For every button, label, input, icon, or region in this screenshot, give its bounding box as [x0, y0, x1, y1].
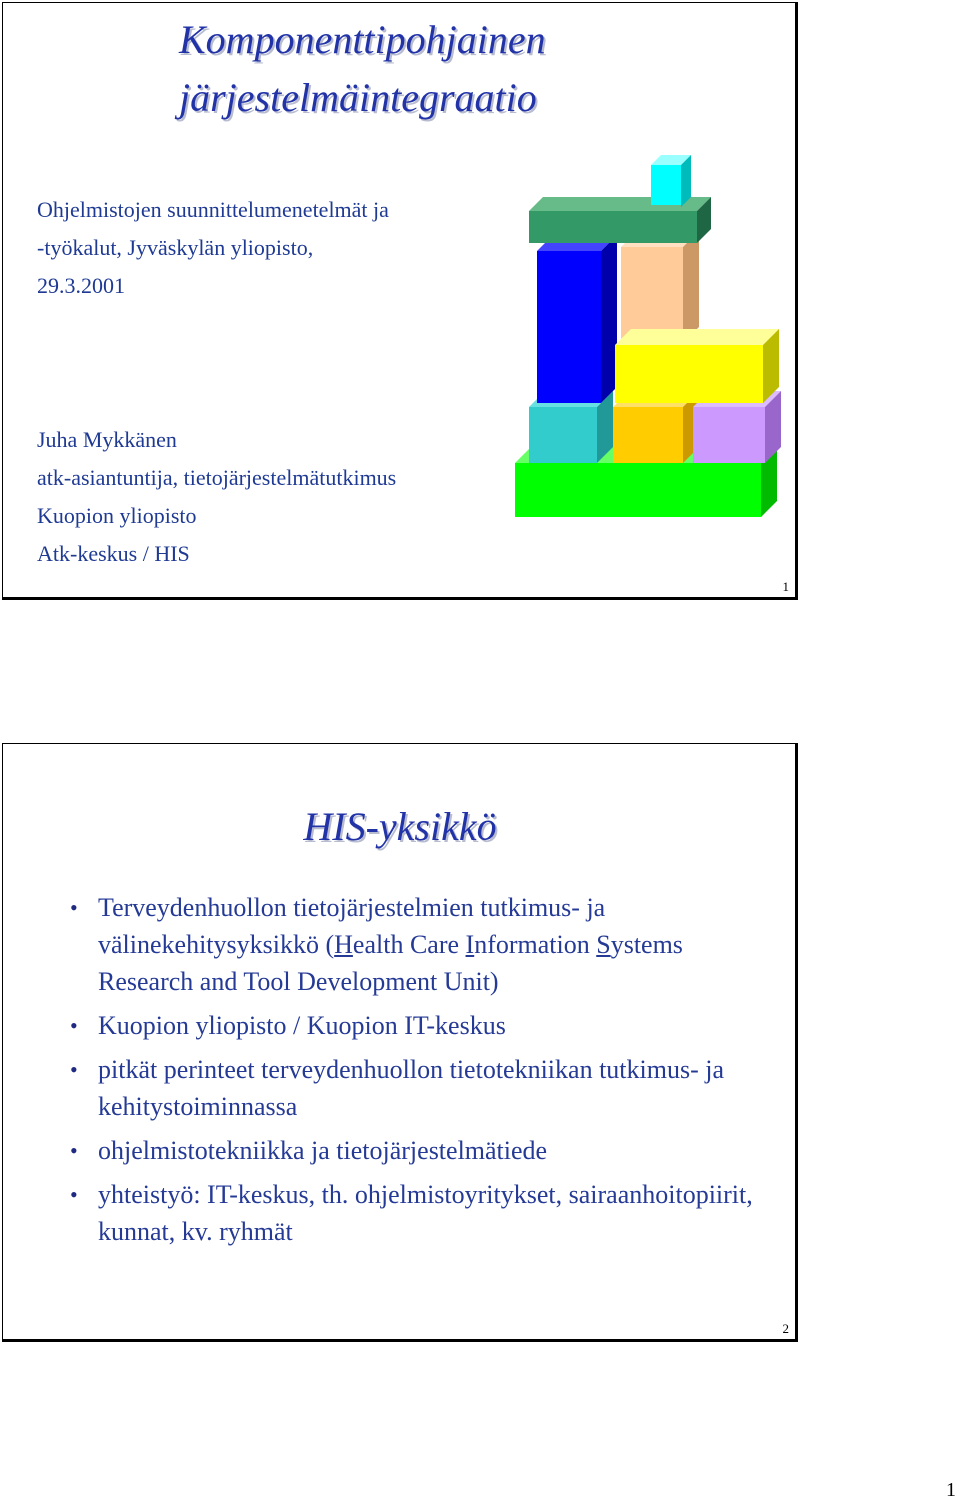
course-line: -työkalut, Jyväskylän yliopisto,: [37, 235, 314, 260]
list-item: • Terveydenhuollon tietojärjestelmien tutkimus- ja välinekehitysyksikkö (Health Care Information Systems Research and Tool Development Unit): [70, 889, 770, 1000]
blue-pillar-block: [537, 235, 617, 403]
list-item: • Kuopion yliopisto / Kuopion IT-keskus: [70, 1007, 770, 1044]
slide-2-title-wrap: [0, 798, 800, 856]
slide-1: [2, 2, 798, 600]
title-line-1: Komponenttipohjainen: [179, 17, 546, 62]
list-item: • pitkät perinteet terveydenhuollon tietotekniikan tutkimus- ja kehitystoiminnassa: [70, 1051, 770, 1125]
author-dept: Atk-keskus / HIS: [37, 541, 190, 566]
author-name: Juha Mykkänen: [37, 427, 177, 452]
slide-title: HIS-yksikkö: [303, 804, 497, 849]
course-line: Ohjelmistojen suunnittelumenetelmät ja: [37, 197, 389, 222]
author-org: Kuopion yliopisto: [37, 503, 197, 528]
building-blocks-illustration: [511, 155, 783, 523]
list-item: • yhteistyö: IT-keskus, th. ohjelmistoyritykset, sairaanhoitopiirit, kunnat, kv. ryhmät: [70, 1176, 770, 1250]
title-line-2: järjestelmäintegraatio: [179, 75, 537, 120]
slide-page-number: 1: [782, 579, 789, 594]
document-page-number: 1: [946, 1479, 956, 1501]
list-item: • ohjelmistotekniikka ja tietojärjestelmätiede: [70, 1132, 770, 1169]
yellow-block: [615, 329, 779, 403]
author-role: atk-asiantuntija, tietojärjestelmätutkimus: [37, 465, 397, 490]
cyan-top-block: [651, 155, 691, 207]
course-line: 29.3.2001: [37, 273, 125, 298]
slide-page-number: 2: [782, 1321, 789, 1336]
author-info: [37, 421, 396, 573]
course-info: [37, 191, 389, 305]
bullet-list: [70, 889, 770, 1257]
slide-title: [179, 11, 679, 127]
peach-pillar-block: [621, 231, 699, 343]
